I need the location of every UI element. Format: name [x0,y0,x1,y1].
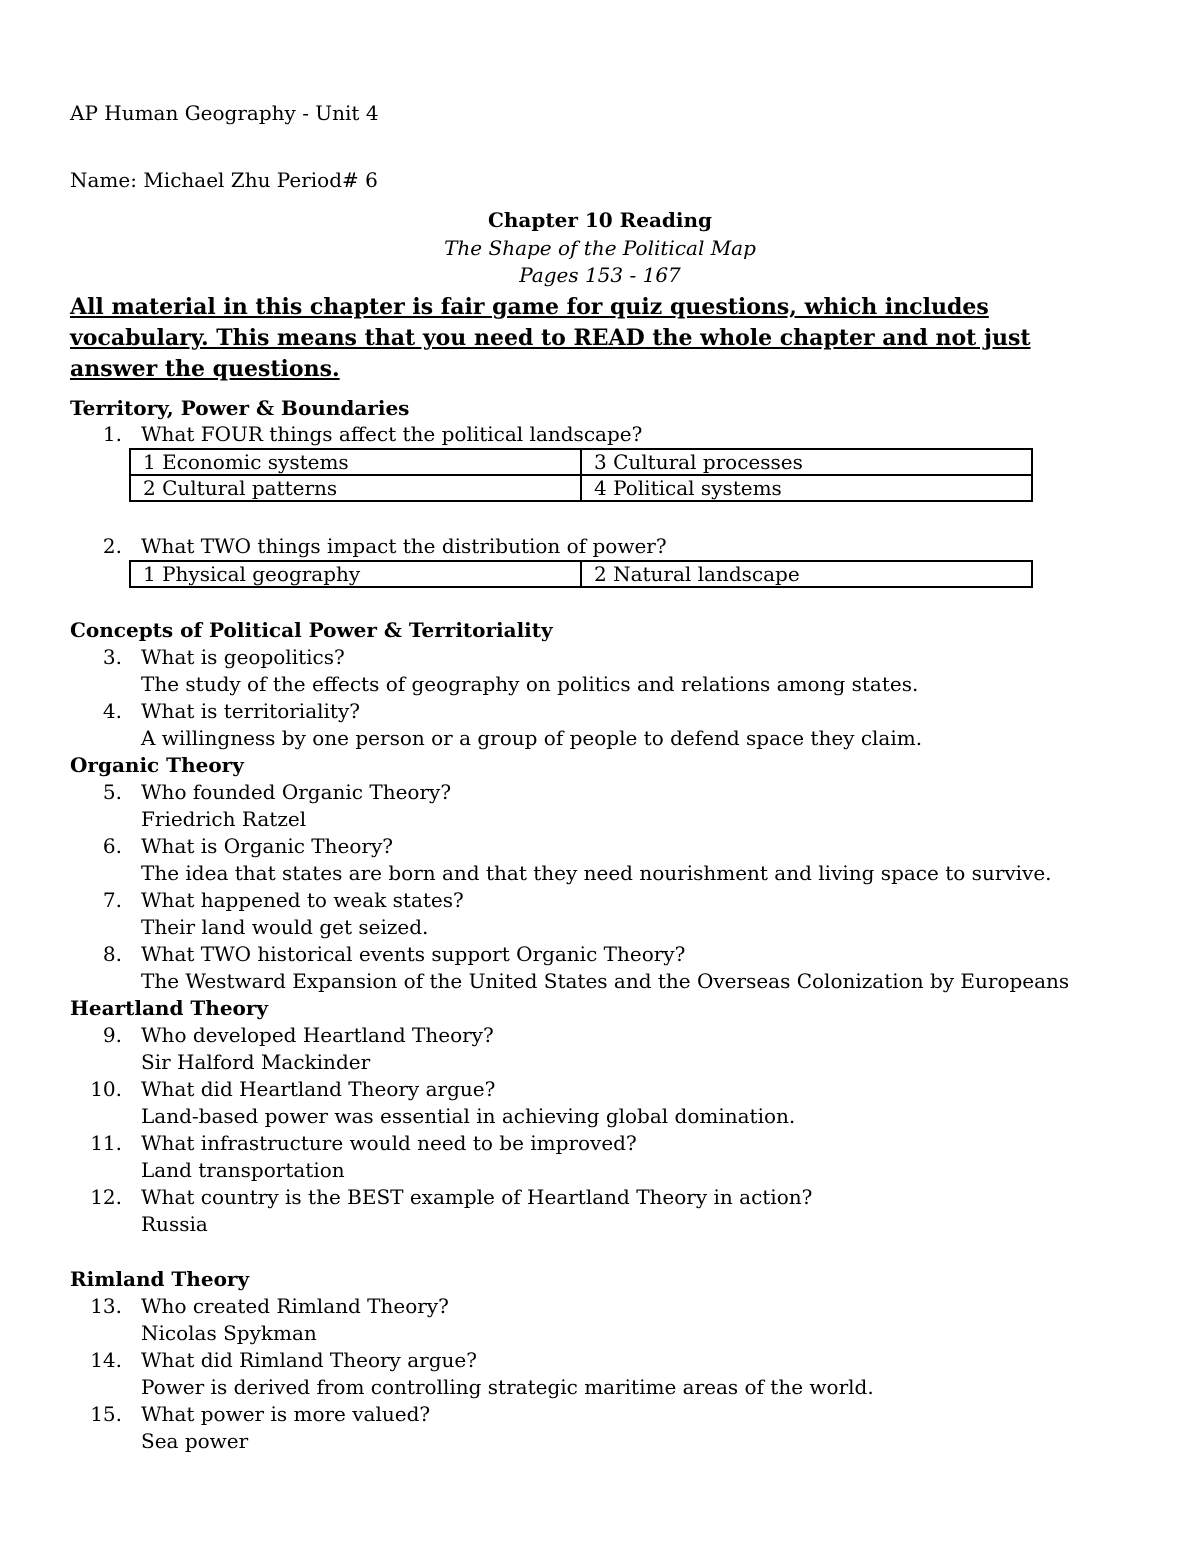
question-text: What is geopolitics? [141,645,345,669]
answer-text: Sea power [141,1429,249,1453]
notice-text-1: All material in this chapter is fair game for quiz questions, which includes vocabulary. This means that you need to [70,294,989,351]
question-number: 1. [102,422,122,446]
answer-text: Their land would get seized. [141,915,429,939]
section-heading-heartland: Heartland Theory [70,996,269,1020]
question-number: 8. [102,942,122,966]
question-text: What infrastructure would need to be improved? [141,1131,637,1155]
question-text: What is Organic Theory? [141,834,393,858]
table-cell: 2 Natural landscape [581,561,1032,587]
table-cell: 4 Political systems [581,475,1032,501]
answer-text: Power is derived from controlling strategic maritime areas of the world. [141,1375,874,1399]
table-row [130,561,1032,587]
table-cell: 1 Economic systems [130,449,581,475]
question-number: 4. [102,699,122,723]
answer-text: The study of the effects of geography on politics and relations among states. [141,672,919,696]
question-number: 13. [90,1294,122,1318]
question-text: What FOUR things affect the political landscape? [141,422,643,446]
question-text: Who created Rimland Theory? [141,1294,449,1318]
question-number: 6. [102,834,122,858]
question-number: 10. [90,1077,122,1101]
section-heading-rimland: Rimland Theory [70,1267,250,1291]
course-header: AP Human Geography - Unit 4 [70,101,379,125]
question-number: 12. [90,1185,122,1209]
question-number: 2. [102,534,122,558]
question-number: 9. [102,1023,122,1047]
answer-text: The Westward Expansion of the United States and the Overseas Colonization by Europeans [141,969,1070,993]
answer-text: Land-based power was essential in achieving global domination. [141,1104,796,1128]
question-number: 3. [102,645,122,669]
table-cell: 1 Physical geography [130,561,581,587]
answer-text: Russia [141,1212,208,1236]
notice-banner [70,292,1100,385]
table-row [130,475,1032,501]
question-text: What happened to weak states? [141,888,464,912]
chapter-title: Chapter 10 Reading [487,208,713,232]
question-text: Who founded Organic Theory? [141,780,452,804]
question-number: 5. [102,780,122,804]
question-text: What power is more valued? [141,1402,431,1426]
chapter-subtitle: The Shape of the Political Map [444,236,756,260]
section-heading-territory: Territory, Power & Boundaries [70,396,410,420]
table-cell: 2 Cultural patterns [130,475,581,501]
section-heading-concepts: Concepts of Political Power & Territoriality [70,618,553,642]
answer-text: The idea that states are born and that they need nourishment and living space to survive. [141,861,1052,885]
question-number: 11. [90,1131,122,1155]
question-text: What did Heartland Theory argue? [141,1077,496,1101]
question-text: Who developed Heartland Theory? [141,1023,494,1047]
question-text: What is territoriality? [141,699,360,723]
answer-text: Friedrich Ratzel [141,807,307,831]
section-heading-organic: Organic Theory [70,753,244,777]
chapter-pages: Pages 153 - 167 [519,263,681,287]
question-number: 14. [90,1348,122,1372]
question-number: 15. [90,1402,122,1426]
question-text: What did Rimland Theory argue? [141,1348,477,1372]
answer-text: Nicolas Spykman [141,1321,317,1345]
answer-table-q2 [129,560,1033,588]
question-number: 7. [102,888,122,912]
name-period-line: Name: Michael Zhu Period# 6 [70,168,378,192]
question-text: What TWO historical events support Organic Theory? [141,942,686,966]
question-text: What TWO things impact the distribution of power? [141,534,667,558]
answer-table-q1 [129,448,1033,502]
answer-text: A willingness by one person or a group of people to defend space they claim. [141,726,923,750]
notice-emphasis: READ [573,325,645,351]
table-cell: 3 Cultural processes [581,449,1032,475]
notice-text-2: the whole chapter and not just answer the questions. [70,325,1031,382]
table-row [130,449,1032,475]
question-text: What country is the BEST example of Heartland Theory in action? [141,1185,813,1209]
answer-text: Sir Halford Mackinder [141,1050,371,1074]
answer-text: Land transportation [141,1158,345,1182]
